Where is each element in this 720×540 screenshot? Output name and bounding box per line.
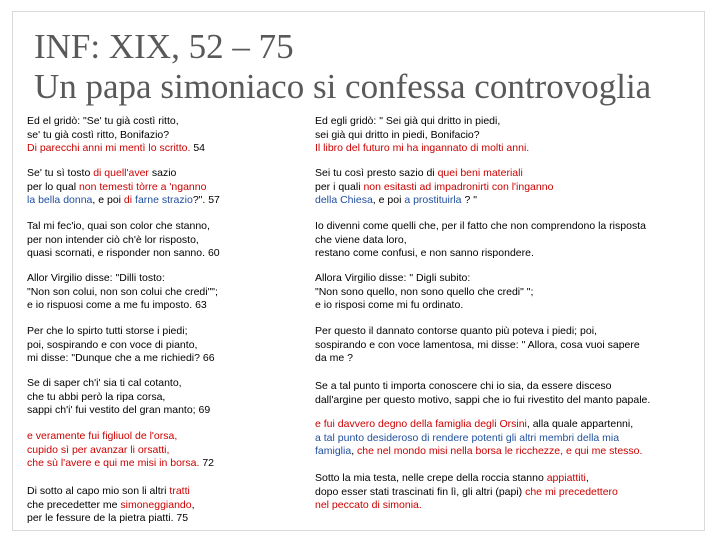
verse-text: della Chiesa	[315, 194, 373, 206]
verse-text: la bella donna	[27, 194, 93, 206]
original-stanza	[27, 115, 205, 156]
verse-text: che mi precedettero	[525, 485, 618, 498]
verse-text: Se di saper ch'i' sia ti cal cotanto,	[27, 377, 182, 389]
verse-line	[315, 339, 640, 353]
verse-text: dopo esser stati trascinati fin lì, gli altri (papi)	[315, 485, 526, 498]
verse-text: per non intender ciò ch'è lor risposto,	[27, 233, 199, 246]
verse-text: cupido sì per avanzar li orsatti,	[27, 443, 170, 456]
verse-line	[315, 129, 529, 143]
verse-text: non temesti tòrre a 'nganno	[78, 180, 207, 193]
verse-text: famiglia	[315, 445, 352, 457]
paraphrase-stanza	[315, 472, 618, 513]
verse-line	[27, 220, 220, 234]
verse-text: "Non sono quello, non sono quello che credi" ";	[315, 285, 534, 298]
verse-text: quei beni materiali	[437, 167, 523, 179]
verse-line	[315, 194, 553, 208]
verse-text: e veramente fui figliuol de l'orsa,	[27, 430, 178, 442]
verse-text: farne strazio	[135, 194, 193, 206]
verse-text: a prostituirla	[404, 194, 462, 206]
verse-line	[27, 129, 205, 143]
verse-text: Io divenni come quelli che, per il fatto che non comprendono la risposta	[315, 220, 646, 232]
verse-text: restano come confusi, e non sanno rispondere.	[315, 247, 534, 259]
verse-line	[315, 272, 533, 286]
verse-line	[27, 115, 205, 129]
verse-line	[27, 352, 215, 366]
verse-line	[315, 418, 642, 432]
verse-line	[27, 499, 195, 513]
verse-text: dall'argine per questo motivo, sappi che io fui rivestito del manto papale.	[315, 393, 651, 406]
title-line-heading: Un papa simoniaco si confessa controvoglia	[34, 67, 652, 106]
verse-text: sei già qui dritto in piedi, Bonifacio?	[315, 128, 480, 141]
original-stanza	[27, 220, 220, 261]
verse-text: Se a tal punto ti importa conoscere chi io sia, da essere disceso	[315, 380, 612, 392]
verse-text: Allora Virgilio disse: " Digli subito:	[315, 272, 471, 284]
verse-text: che nel mondo misi nella borsa le ricchezze, e qui me stesso.	[357, 445, 643, 457]
verse-text: ,	[585, 472, 589, 484]
verse-line	[27, 512, 195, 526]
paraphrase-stanza	[315, 418, 642, 459]
paraphrase-stanza	[315, 325, 640, 366]
verse-text: ?". 57	[192, 194, 220, 206]
verse-text: di	[123, 194, 133, 206]
verse-line	[315, 115, 529, 129]
verse-text: 54	[190, 142, 206, 154]
verse-line	[27, 247, 220, 261]
verse-text: simoneggiando	[120, 498, 192, 511]
verse-text: sazio	[148, 167, 177, 179]
original-stanza	[27, 377, 210, 418]
verse-line	[315, 499, 618, 513]
verse-text: nel peccato di simonia.	[315, 499, 422, 511]
verse-text: Di sotto al capo mio son li altri	[27, 485, 170, 497]
verse-text: sappi ch'i' fui vestito del gran manto; 69	[27, 404, 211, 416]
original-stanza	[27, 272, 218, 313]
slide-title	[34, 27, 714, 107]
verse-line	[27, 299, 218, 313]
verse-text: che viene data loro,	[315, 233, 407, 246]
verse-line	[27, 485, 195, 499]
verse-line	[27, 272, 218, 286]
verse-text: , alla quale appartenni,	[526, 418, 634, 430]
verse-line	[315, 394, 650, 408]
verse-text: Per questo il dannato contorse quanto più poteva i piedi; poi,	[315, 325, 597, 337]
paraphrase-stanza	[315, 115, 529, 156]
verse-line	[315, 286, 533, 300]
verse-line	[315, 432, 642, 446]
verse-line	[315, 142, 529, 156]
verse-text: di quell'aver	[93, 167, 149, 179]
verse-text: "Non son colui, non son colui che credi"";	[27, 285, 218, 298]
verse-text: che precedetter me	[27, 498, 121, 511]
verse-line	[315, 247, 646, 261]
verse-line	[27, 325, 215, 339]
verse-line	[27, 181, 220, 195]
verse-text: , e poi	[92, 194, 124, 206]
verse-text: Se' tu sì tosto	[27, 167, 94, 179]
verse-line	[27, 377, 210, 391]
verse-text: che sù l'avere e qui me misi in borsa.	[27, 457, 200, 469]
verse-text: per i quali	[315, 180, 364, 193]
verse-text: Ed egli gridò: " Sei già qui dritto in piedi,	[315, 115, 501, 127]
verse-text: Di parecchi anni mi mentì lo scritto.	[27, 142, 191, 154]
original-stanza	[27, 485, 195, 526]
verse-text: che tu abbi però la ripa corsa,	[27, 390, 166, 403]
verse-line	[315, 299, 533, 313]
verse-line	[27, 167, 220, 181]
verse-text: Ed el gridò: "Se' tu già costì ritto,	[27, 115, 179, 127]
verse-line	[27, 194, 220, 208]
verse-text: 72	[199, 457, 215, 469]
verse-text: e fui davvero degno della famiglia degli Orsini	[315, 418, 527, 430]
verse-text: appiattiti	[546, 472, 586, 484]
original-stanza	[27, 325, 215, 366]
verse-text: Tal mi fec'io, quai son color che stanno,	[27, 220, 210, 232]
paraphrase-stanza	[315, 220, 646, 261]
verse-line	[315, 352, 640, 366]
verse-text: sospirando e con voce lamentosa, mi disse: " Allora, cosa vuoi sapere	[315, 338, 640, 351]
verse-line	[315, 486, 618, 500]
verse-line	[27, 430, 214, 444]
verse-text: ,	[351, 445, 358, 457]
verse-text: Il libro del futuro mi ha ingannato di molti anni.	[315, 142, 530, 154]
verse-text: ,	[191, 498, 195, 511]
paraphrase-stanza	[315, 167, 553, 208]
verse-text: non esitasti ad impadronirti con l'inganno	[363, 180, 554, 193]
verse-text: Sei tu così presto sazio di	[315, 167, 438, 179]
verse-line	[315, 181, 553, 195]
verse-line	[27, 339, 215, 353]
verse-line	[27, 286, 218, 300]
verse-line	[315, 472, 618, 486]
verse-line	[315, 167, 553, 181]
title-line-reference: INF: XIX, 52 – 75	[34, 27, 294, 66]
verse-text: se' tu già costì ritto, Bonifazio?	[27, 128, 170, 141]
verse-line	[315, 220, 646, 234]
verse-line	[315, 325, 640, 339]
verse-line	[27, 457, 214, 471]
verse-text: per le fessure de la pietra piatti. 75	[27, 512, 189, 524]
paraphrase-stanza	[315, 272, 533, 313]
verse-text: tratti	[169, 485, 190, 497]
verse-line	[27, 234, 220, 248]
verse-line	[315, 380, 650, 394]
verse-line	[27, 391, 210, 405]
original-stanza	[27, 167, 220, 208]
verse-text: ? "	[461, 194, 477, 206]
verse-text: a tal punto desideroso di rendere potenti gli altri membri della mia	[315, 431, 620, 444]
verse-line	[27, 142, 205, 156]
verse-text: mi disse: "Dunque che a me richiedi? 66	[27, 352, 215, 364]
verse-line	[315, 234, 646, 248]
verse-line	[315, 445, 642, 459]
paraphrase-stanza	[315, 380, 650, 407]
verse-line	[27, 404, 210, 418]
verse-text: quasi scornati, e risponder non sanno. 60	[27, 247, 220, 259]
verse-line	[27, 444, 214, 458]
verse-text: , e poi	[372, 194, 405, 206]
verse-text: Allor Virgilio disse: "Dilli tosto:	[27, 272, 165, 284]
verse-text: e io rispuosi come a me fu imposto. 63	[27, 299, 207, 311]
verse-text: Per che lo spirto tutti storse i piedi;	[27, 325, 188, 337]
verse-text: e io risposi come mi fu ordinato.	[315, 299, 464, 311]
verse-text: per lo qual	[27, 180, 79, 193]
verse-text: da me ?	[315, 352, 353, 364]
verse-text: Sotto la mia testa, nelle crepe della roccia stanno	[315, 472, 547, 484]
verse-text: poi, sospirando e con voce di pianto,	[27, 338, 198, 351]
original-stanza	[27, 430, 214, 471]
